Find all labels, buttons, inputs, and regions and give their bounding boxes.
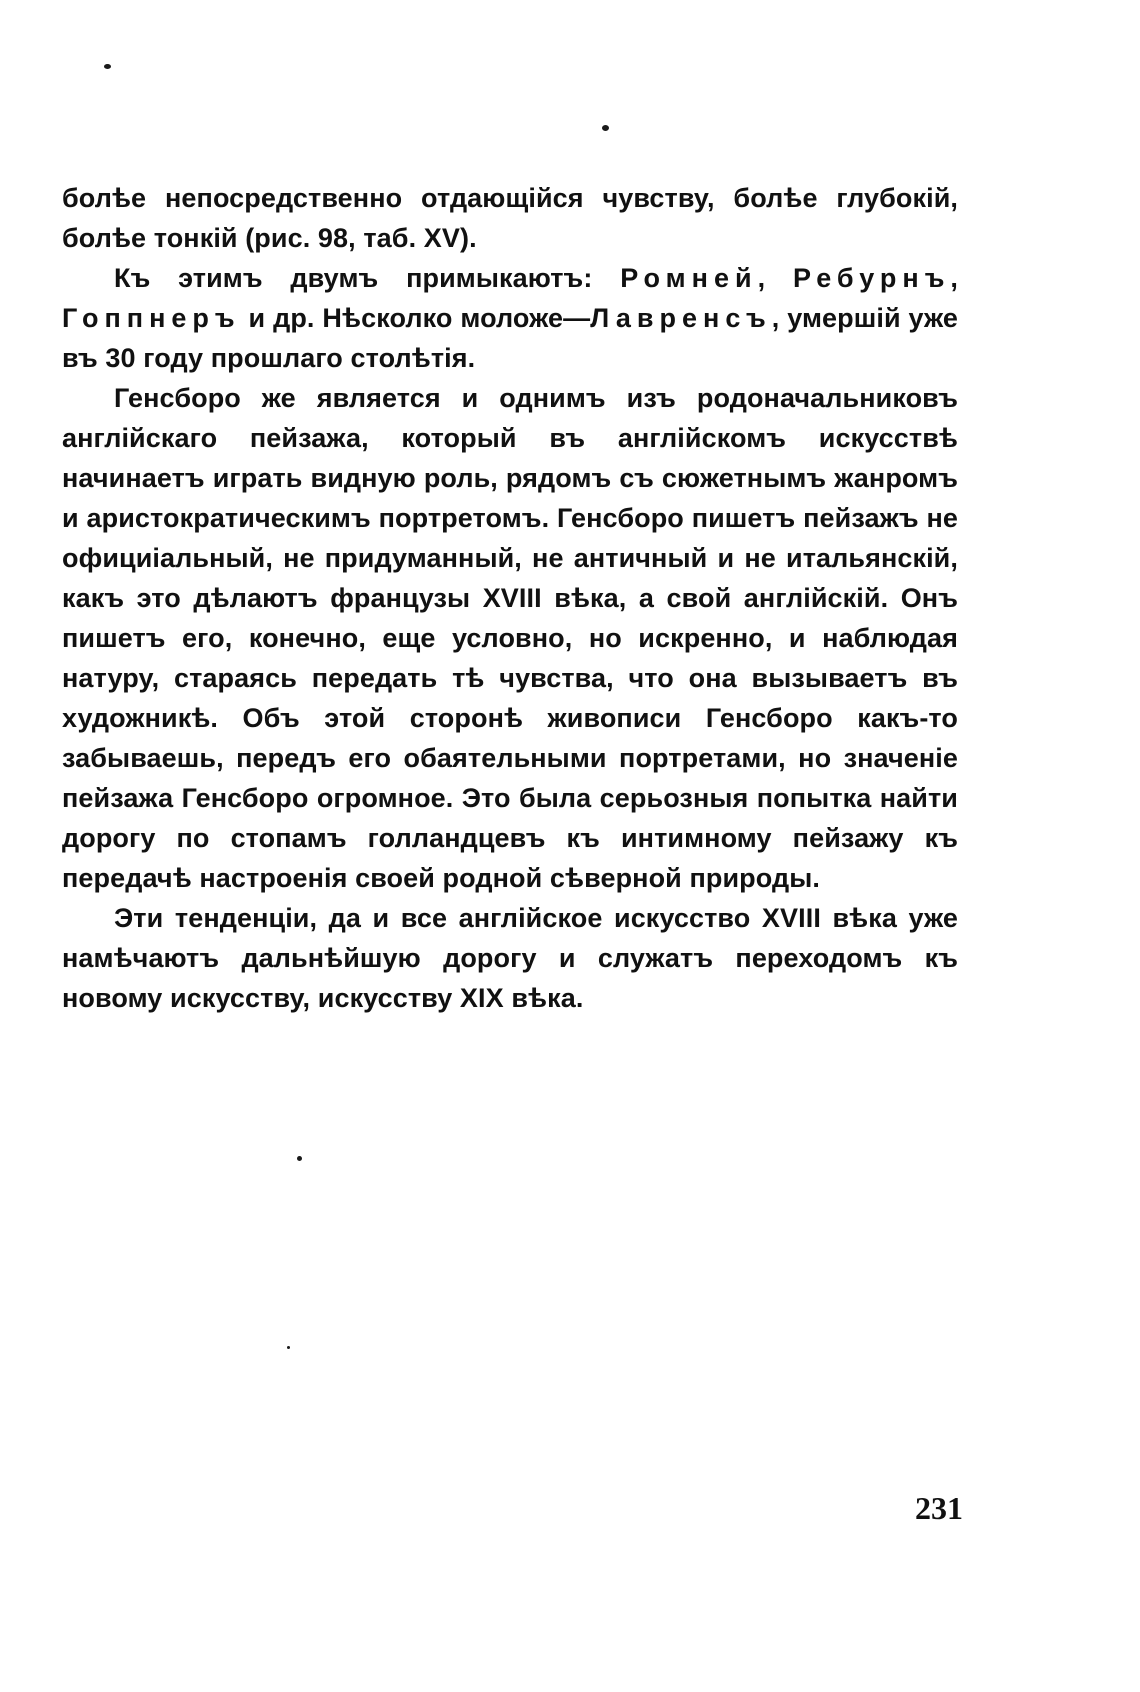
- ink-speck-lower: [287, 1346, 290, 1349]
- painter-name-lawrence: Лавренсъ: [590, 303, 772, 333]
- paragraph-painters-end: , умершій уже въ 30 году прошлаго столѣтія.: [62, 303, 958, 373]
- ink-speck-top-center: [602, 125, 609, 131]
- paragraph-painters-intro: Къ этимъ двумъ примыкаютъ:: [114, 263, 621, 293]
- painter-name-raeburn: Ребурнъ: [792, 263, 951, 293]
- painter-name-romney: Ромней: [620, 263, 758, 293]
- ink-speck-top-left: [104, 64, 111, 69]
- paragraph-gainsborough-landscape: Генсборо же является и однимъ изъ родоначальниковъ англійскаго пейзажа, который въ англійскомъ искусствѣ начинаетъ играть видную роль, рядомъ съ сюжетнымъ жанромъ и аристократическимъ портретомъ. Генсборо пишетъ пейзажъ не официіальный, не придуманный, не античный и не итальянскій, какъ это дѣлаютъ французы XVIII вѣка, а свой англійскій. Онъ пишетъ его, конечно, еще условно, но искренно, и наблюдая натуру, стараясь передать тѣ чувства, что она вызываетъ въ художникѣ. Объ этой сторонѣ живописи Генсборо какъ-то забываешь, передъ его обаятельными портретами, но значеніе пейзажа Генсборо огромное. Это была серьозныя попытка найти дорогу по стопамъ голландцевъ къ интимному пейзажу къ передачѣ настроенія своей родной сѣверной природы.: [62, 383, 958, 893]
- ink-speck-mid: [297, 1156, 302, 1161]
- separator-comma: ,: [950, 263, 959, 293]
- paragraph-english-tendencies: Эти тенденціи, да и все англійское искусство XVIII вѣка уже намѣчаютъ дальнѣйшую дорогу и служатъ переходомъ къ новому искусству, искусству XIX вѣка.: [62, 903, 958, 1013]
- paragraph-painters-middle: и др. Нѣсколко моложе—: [240, 303, 591, 333]
- page-number: 231: [915, 1490, 963, 1526]
- paragraph-continuation: болѣе непосредственно отдающійся чувству, болѣе глубокій, болѣе тонкій (рис. 98, таб. XV).: [62, 183, 958, 253]
- painter-name-hoppner: Гоппнеръ: [62, 303, 241, 333]
- page-text: [62, 178, 958, 1018]
- paragraph-painters: [62, 258, 958, 378]
- separator-comma: ,: [757, 263, 793, 293]
